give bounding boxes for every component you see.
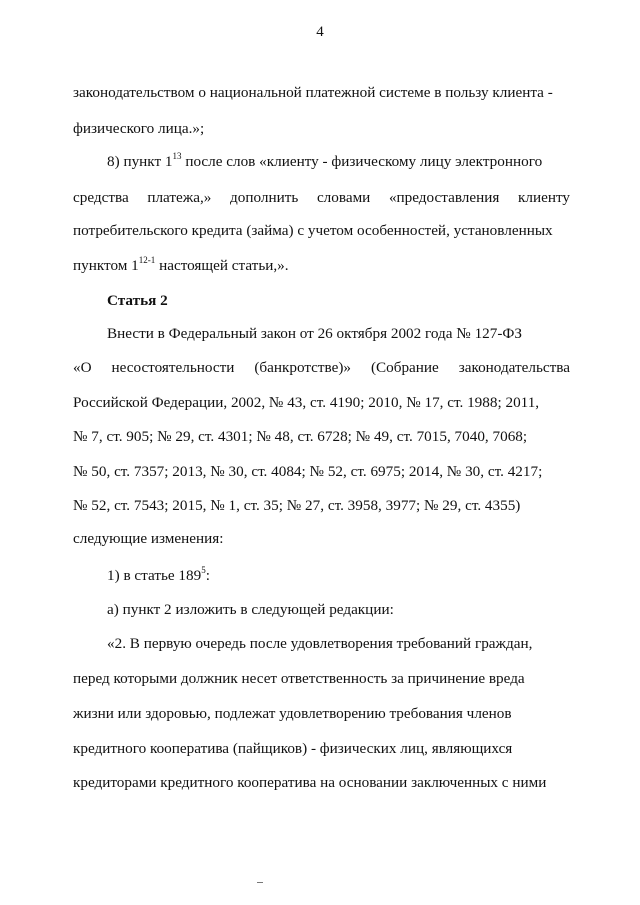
text-line: физического лица.»; <box>73 120 205 137</box>
text-line: следующие изменения: <box>73 530 224 547</box>
superscript: 13 <box>172 151 182 161</box>
text-line <box>73 359 570 377</box>
text-line: № 50, ст. 7357; 2013, № 30, ст. 4084; № 52, ст. 6975; 2014, № 30, ст. 4217; <box>73 463 543 480</box>
text-line: Российской Федерации, 2002, № 43, ст. 4190; 2010, № 17, ст. 1988; 2011, <box>73 394 540 411</box>
word: платежа,» <box>147 189 212 206</box>
text-line: жизни или здоровью, подлежат удовлетворению требования членов <box>73 705 512 722</box>
superscript: 5 <box>201 565 206 575</box>
text-line: перед которыми должник несет ответственность за причинение вреда <box>73 670 525 687</box>
page-number: 4 <box>316 24 324 40</box>
word: «О <box>73 359 92 376</box>
text-line <box>73 189 570 207</box>
superscript: 12-1 <box>138 255 156 265</box>
text-line <box>73 257 289 275</box>
text-line: № 7, ст. 905; № 29, ст. 4301; № 48, ст. 6728; № 49, ст. 7015, 7040, 7068; <box>73 428 528 445</box>
text-line: кредиторами кредитного кооператива на основании заключенных с ними <box>73 774 547 791</box>
text-line: «2. В первую очередь после удовлетворения требований граждан, <box>107 635 533 652</box>
word: (банкротстве)» <box>254 359 352 376</box>
text-fragment: 8) пункт 1 <box>107 153 173 170</box>
text-fragment: : <box>205 567 210 584</box>
text-line: Внести в Федеральный закон от 26 октября 2002 года № 127-ФЗ <box>107 325 523 342</box>
text-fragment: пунктом 1 <box>73 257 139 274</box>
word: законодательства <box>458 359 570 376</box>
text-line <box>107 567 210 585</box>
word: средства <box>73 189 129 206</box>
text-fragment: 1) в статье 189 <box>107 567 202 584</box>
text-line: № 52, ст. 7543; 2015, № 1, ст. 35; № 27, ст. 3958, 3977; № 29, ст. 4355) <box>73 497 521 514</box>
word: словами <box>316 189 371 206</box>
word: дополнить <box>230 189 299 206</box>
text-line: кредитного кооператива (пайщиков) - физических лиц, являющихся <box>73 740 513 757</box>
text-line <box>73 84 570 102</box>
text-fragment: после слов «клиенту - физическому лицу электронного <box>181 153 543 170</box>
text-line <box>107 153 542 171</box>
text-line: а) пункт 2 изложить в следующей редакции: <box>107 601 394 618</box>
word: несостоятельности <box>111 359 235 376</box>
footer-mark <box>257 882 263 883</box>
word: (Собрание <box>370 359 439 376</box>
text-fragment: настоящей статьи,». <box>155 257 289 274</box>
text-line: потребительского кредита (займа) с учетом особенностей, установленных <box>73 222 553 239</box>
text-line-content: законодательством о национальной платежной системе в пользу клиента - <box>73 84 553 101</box>
word: клиенту <box>518 189 570 206</box>
article-heading: Статья 2 <box>107 292 168 309</box>
word: «предоставления <box>388 189 500 206</box>
